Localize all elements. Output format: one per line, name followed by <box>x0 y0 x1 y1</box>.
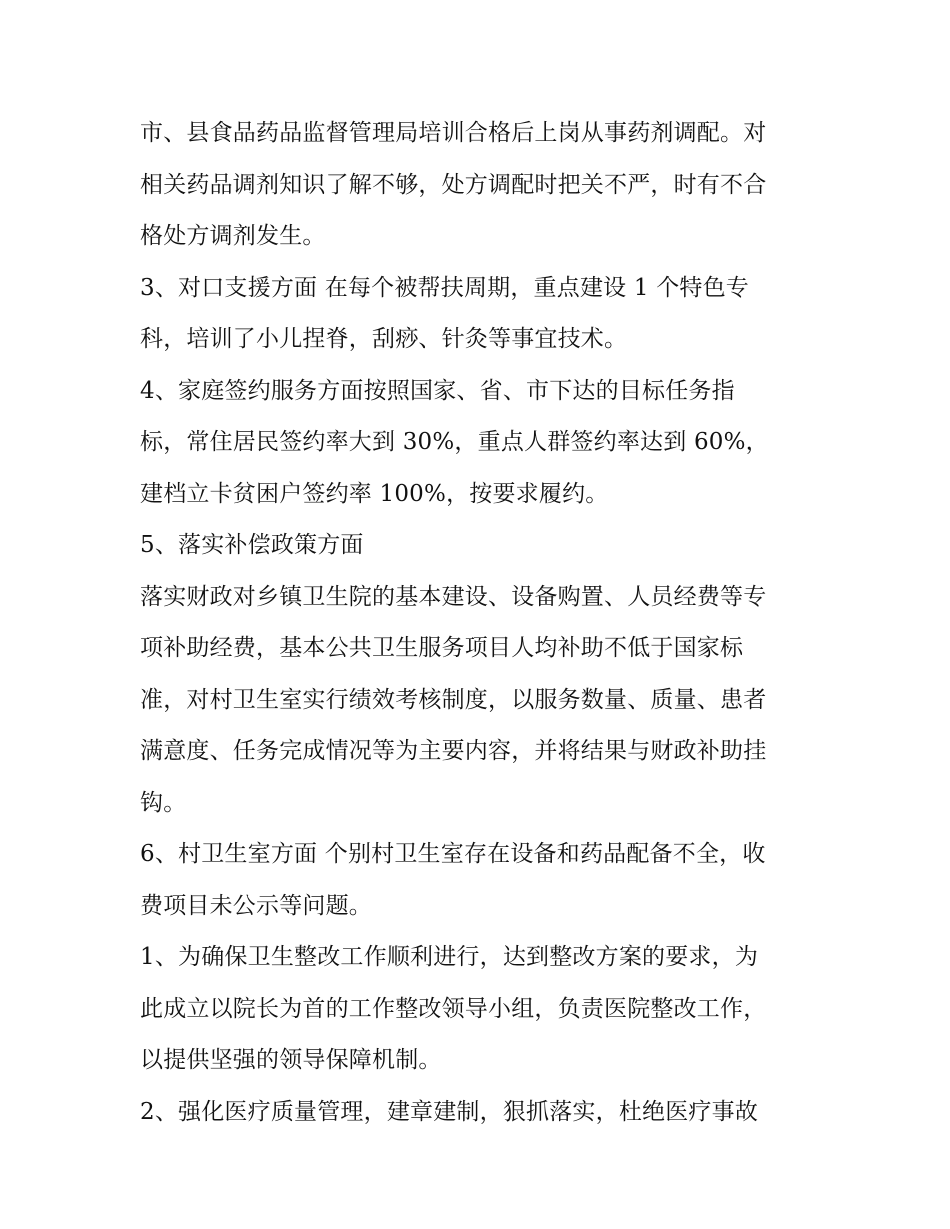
document-body <box>140 108 820 1138</box>
text-line: 钩。 <box>140 789 187 816</box>
text-line: 此成立以院长为首的工作整改领导小组，负责医院整改工作， <box>140 995 767 1022</box>
text-line: 准，对村卫生室实行绩效考核制度，以服务数量、质量、患者 <box>140 686 767 713</box>
text-line: 费项目未公示等问题。 <box>140 892 372 919</box>
text-line: 项补助经费，基本公共卫生服务项目人均补助不低于国家标 <box>140 635 744 661</box>
text-line: 格处方调剂发生。 <box>140 223 326 249</box>
text-line: 3、对口支援方面 在每个被帮扶周期，重点建设 1 个特色专 <box>140 274 749 301</box>
text-line: 建档立卡贫困户签约率 100%，按要求履约。 <box>140 480 609 507</box>
text-line: 2、强化医疗质量管理，建章建制，狠抓落实，杜绝医疗事故 <box>140 1098 759 1125</box>
text-line: 满意度、任务完成情况等为主要内容，并将结果与财政补助挂 <box>140 738 767 764</box>
text-line: 相关药品调剂知识了解不够，处方调配时把关不严，时有不合 <box>140 171 767 198</box>
text-line: 标，常住居民签约率大到 30%，重点人群签约率达到 60%， <box>140 429 769 455</box>
text-line: 5、落实补偿政策方面 <box>140 532 364 558</box>
text-line: 市、县食品药品监督管理局培训合格后上岗从事药剂调配。对 <box>140 120 767 146</box>
text-line: 以提供坚强的领导保障机制。 <box>140 1047 442 1073</box>
text-line: 4、家庭签约服务方面按照国家、省、市下达的目标任务指 <box>140 377 735 404</box>
text-line: 1、为确保卫生整改工作顺利进行，达到整改方案的要求，为 <box>140 944 759 970</box>
text-line: 落实财政对乡镇卫生院的基本建设、设备购置、人员经费等专 <box>140 583 767 610</box>
text-line: 科，培训了小儿捏脊，刮痧、针灸等事宜技术。 <box>140 326 628 352</box>
text-line: 6、村卫生室方面 个别村卫生室存在设备和药品配备不全，收 <box>140 841 766 867</box>
